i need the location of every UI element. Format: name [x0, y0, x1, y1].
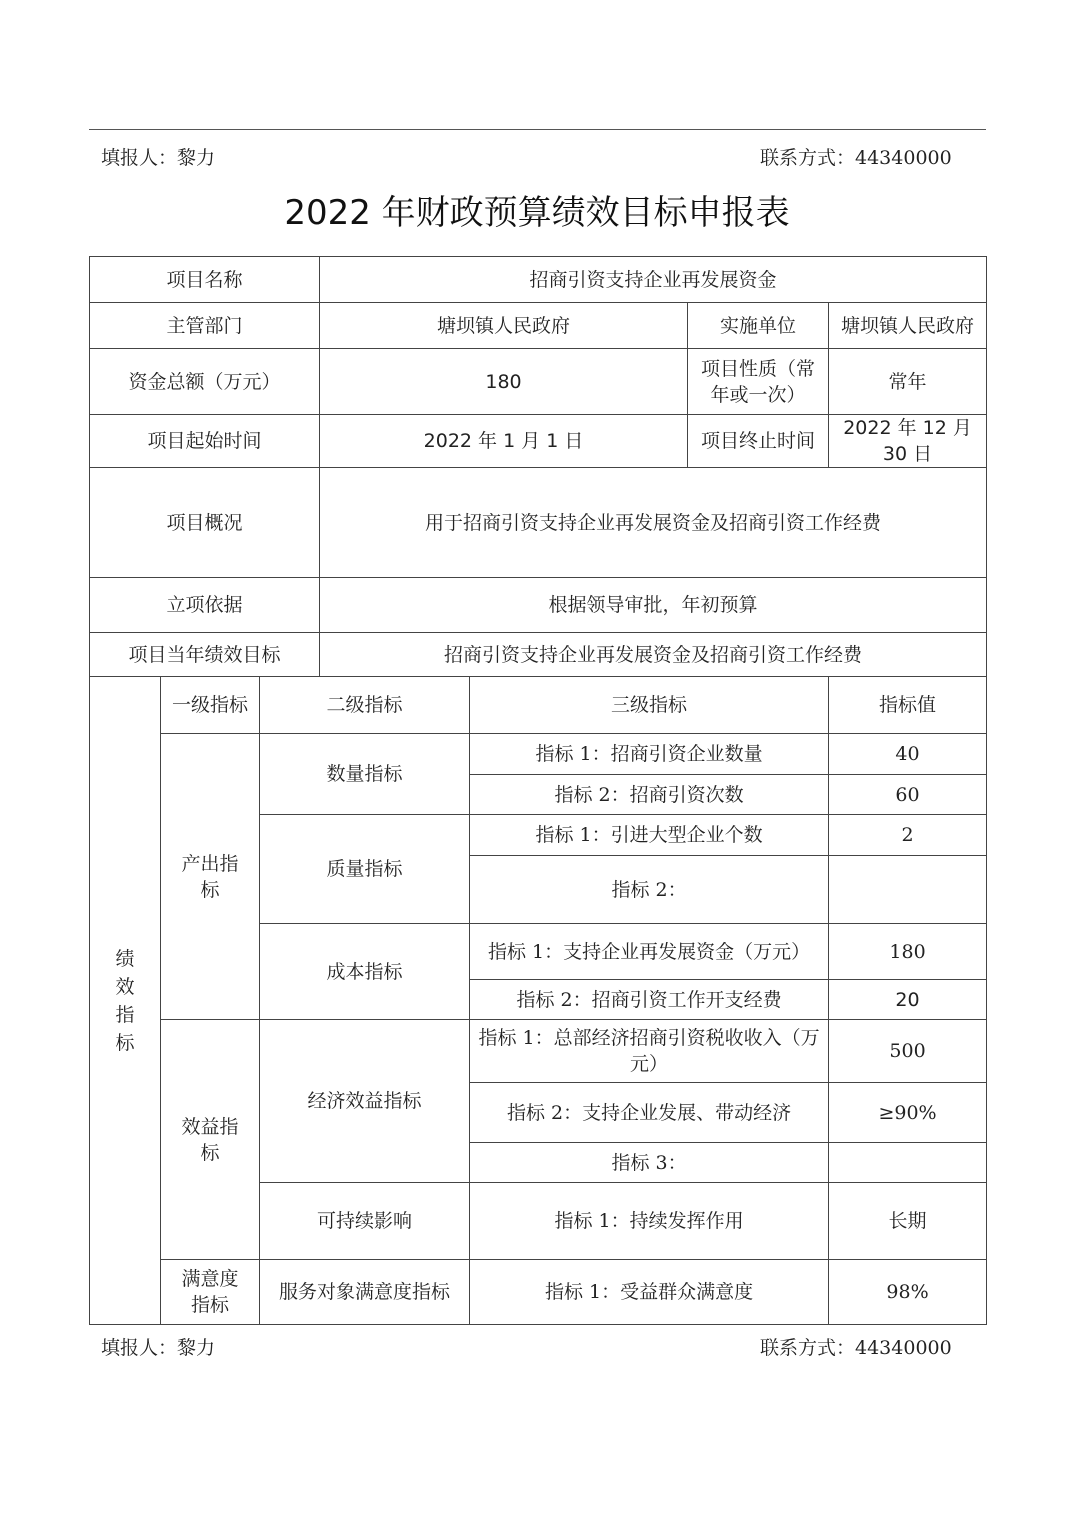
table-row [90, 1020, 987, 1083]
indicator-value: 500 [829, 1020, 987, 1083]
start-label: 项目起始时间 [90, 415, 320, 468]
indicator-value: 40 [829, 734, 987, 775]
indicator-name: 指标 1：受益群众满意度 [470, 1260, 829, 1325]
header-value: 指标值 [829, 677, 987, 734]
level2-quantity: 数量指标 [260, 734, 470, 815]
level1-output [161, 734, 260, 1020]
indicator-value: ≥90% [829, 1083, 987, 1143]
row-dates [90, 415, 987, 468]
table-row [90, 734, 987, 775]
indicator-name: 指标 2：招商引资工作开支经费 [470, 980, 829, 1020]
filler-label: 填报人：黎力 [101, 147, 216, 169]
level2-cost: 成本指标 [260, 924, 470, 1020]
level2-quality: 质量指标 [260, 815, 470, 924]
level2-economic: 经济效益指标 [260, 1020, 470, 1183]
basis-label: 立项依据 [90, 578, 320, 633]
nature-value: 常年 [829, 349, 987, 415]
level2-service-satisfaction-label: 服务对象满意度指标 [278, 1281, 450, 1303]
level1-satisfaction [161, 1260, 260, 1325]
goal-label: 项目当年绩效目标 [90, 633, 320, 677]
row-department [90, 303, 987, 349]
indicator-value: 98% [829, 1260, 987, 1325]
contact-label: 联系方式：44340000 [760, 147, 952, 169]
row-overview [90, 468, 987, 578]
top-rule [89, 129, 986, 130]
row-project-name [90, 257, 987, 303]
indicator-value: 180 [829, 924, 987, 980]
indicator-name: 指标 1：招商引资企业数量 [470, 734, 829, 775]
amount-label: 资金总额（万元） [90, 349, 320, 415]
indicator-value [829, 856, 987, 924]
indicator-value: 长期 [829, 1183, 987, 1260]
project-name-value: 招商引资支持企业再发展资金 [320, 257, 987, 303]
indicator-name: 指标 3： [470, 1143, 829, 1183]
level1-output-label: 产出指标 [181, 852, 239, 901]
overview-value: 用于招商引资支持企业再发展资金及招商引资工作经费 [320, 468, 987, 578]
indicator-name: 指标 1：引进大型企业个数 [470, 815, 829, 856]
dept-label: 主管部门 [90, 303, 320, 349]
footer-contact-label: 联系方式：44340000 [760, 1337, 952, 1359]
project-name-label: 项目名称 [90, 257, 320, 303]
overview-label: 项目概况 [90, 468, 320, 578]
table-row [90, 1260, 987, 1325]
indicator-name: 指标 1：总部经济招商引资税收收入（万元） [470, 1020, 829, 1083]
indicator-value [829, 1143, 987, 1183]
level1-benefit [161, 1020, 260, 1260]
section-label: 绩效指标 [115, 947, 135, 1054]
indicator-value: 60 [829, 775, 987, 815]
page-title: 2022 年财政预算绩效目标申报表 [284, 193, 790, 233]
indicator-value: 20 [829, 980, 987, 1020]
header-level3: 三级指标 [470, 677, 829, 734]
indicator-name: 指标 2：招商引资次数 [470, 775, 829, 815]
indicator-name: 指标 1：支持企业再发展资金（万元） [470, 924, 829, 980]
level1-benefit-label: 效益指标 [181, 1115, 239, 1164]
header-level2: 二级指标 [260, 677, 470, 734]
dept-value: 塘坝镇人民政府 [320, 303, 688, 349]
end-value: 2022 年 12 月 30 日 [829, 415, 987, 468]
amount-value: 180 [320, 349, 688, 415]
indicator-name: 指标 2：支持企业发展、带动经济 [470, 1083, 829, 1143]
start-value: 2022 年 1 月 1 日 [320, 415, 688, 468]
row-goal [90, 633, 987, 677]
section-label-cell [90, 677, 161, 1325]
level1-satisfaction-label: 满意度指标 [181, 1268, 239, 1316]
row-amount [90, 349, 987, 415]
level2-sustainable: 可持续影响 [260, 1183, 470, 1260]
budget-form-table [89, 256, 987, 1325]
indicator-name: 指标 2： [470, 856, 829, 924]
indicator-header-row [90, 677, 987, 734]
nature-label: 项目性质（常年或一次） [688, 349, 829, 415]
header-level1: 一级指标 [161, 677, 260, 734]
row-basis [90, 578, 987, 633]
goal-value: 招商引资支持企业再发展资金及招商引资工作经费 [320, 633, 987, 677]
impl-label: 实施单位 [688, 303, 829, 349]
level2-service-satisfaction [260, 1260, 470, 1325]
impl-value: 塘坝镇人民政府 [829, 303, 987, 349]
indicator-value: 2 [829, 815, 987, 856]
indicator-name: 指标 1：持续发挥作用 [470, 1183, 829, 1260]
end-label: 项目终止时间 [688, 415, 829, 468]
footer-filler-label: 填报人：黎力 [101, 1337, 216, 1359]
basis-value: 根据领导审批，年初预算 [320, 578, 987, 633]
